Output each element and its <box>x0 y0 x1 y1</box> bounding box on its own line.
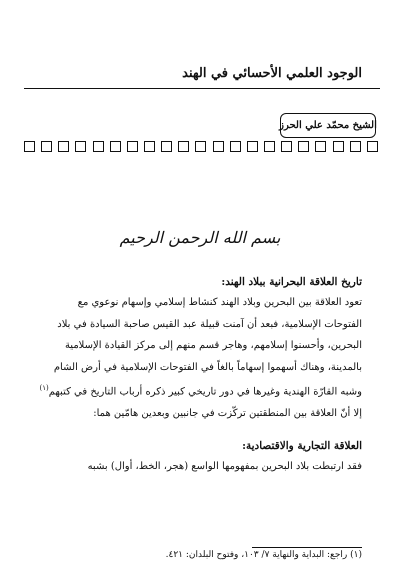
decorative-square <box>333 141 344 152</box>
decorative-square <box>367 141 378 152</box>
decorative-square <box>264 141 275 152</box>
decorative-square-border <box>24 141 378 154</box>
running-header-title: الوجود العلمي الأحسائي في الهند <box>182 66 362 81</box>
paragraph-line-with-footnote <box>38 378 362 403</box>
decorative-square <box>315 141 326 152</box>
paragraph-line: فقد ارتبطت بلاد البحرين بمفهومها الواسع (هجر، الخط، أوال) بشبه <box>87 461 362 473</box>
paragraph-line: بالمدينة، وهناك أسهموا إسهاماً بالغاً في الفتوحات الإسلامية في أرض الشام <box>53 361 362 373</box>
decorative-square <box>93 141 104 152</box>
section-heading-history: تاريخ العلاقة البحرانية ببلاد الهند: <box>221 276 362 288</box>
decorative-square <box>281 141 292 152</box>
decorative-square <box>24 141 35 152</box>
paragraph-line: الفتوحات الإسلامية، فبعد أن آمنت قبيلة عبد القيس صاحبة السيادة في بلاد <box>57 318 362 330</box>
decorative-square <box>144 141 155 152</box>
decorative-square <box>230 141 241 152</box>
decorative-square <box>178 141 189 152</box>
decorative-square <box>161 141 172 152</box>
decorative-square <box>298 141 309 152</box>
footnote-text: (١) راجع: البداية والنهاية ٧/ ١٠٣، وفتوح البلدان: ٤٢١. <box>165 550 362 560</box>
header-divider <box>24 88 380 89</box>
decorative-square <box>247 141 258 152</box>
decorative-square <box>213 141 224 152</box>
basmala-calligraphy: بسم الله الرحمن الرحيم <box>119 228 281 247</box>
section-heading-trade: العلاقة التجارية والاقتصادية: <box>242 440 362 453</box>
decorative-square <box>195 141 206 152</box>
author-name: الشيخ محمّد علي الحرز <box>279 120 377 131</box>
decorative-square <box>58 141 69 152</box>
decorative-square <box>350 141 361 152</box>
footnote-marker: (١) <box>39 384 49 392</box>
decorative-square <box>75 141 86 152</box>
paragraph-line: البحرين، وأحسنوا إسلامهم، وهاجر قسم منهم إلى مركز القيادة الإسلامية <box>64 340 362 351</box>
paragraph-line: تعود العلاقة بين البحرين وبلاد الهند كنشاط إسلامي وإسهام نوعوي مع <box>77 297 362 308</box>
decorative-square <box>41 141 52 152</box>
decorative-square <box>127 141 138 152</box>
decorative-square <box>110 141 121 152</box>
paragraph-line-text: وشبه القارّة الهندية وغيرها في دور تاريخي كبير ذكره أرباب التاريخ في كتبهم <box>48 386 362 398</box>
author-name-box <box>280 113 376 138</box>
main-text <box>38 272 362 478</box>
footnote-divider <box>252 547 362 548</box>
paragraph-line: إلا أنّ العلاقة بين المنطقتين تركّزت في جانبين وبعدين هامّين هما: <box>93 407 362 419</box>
